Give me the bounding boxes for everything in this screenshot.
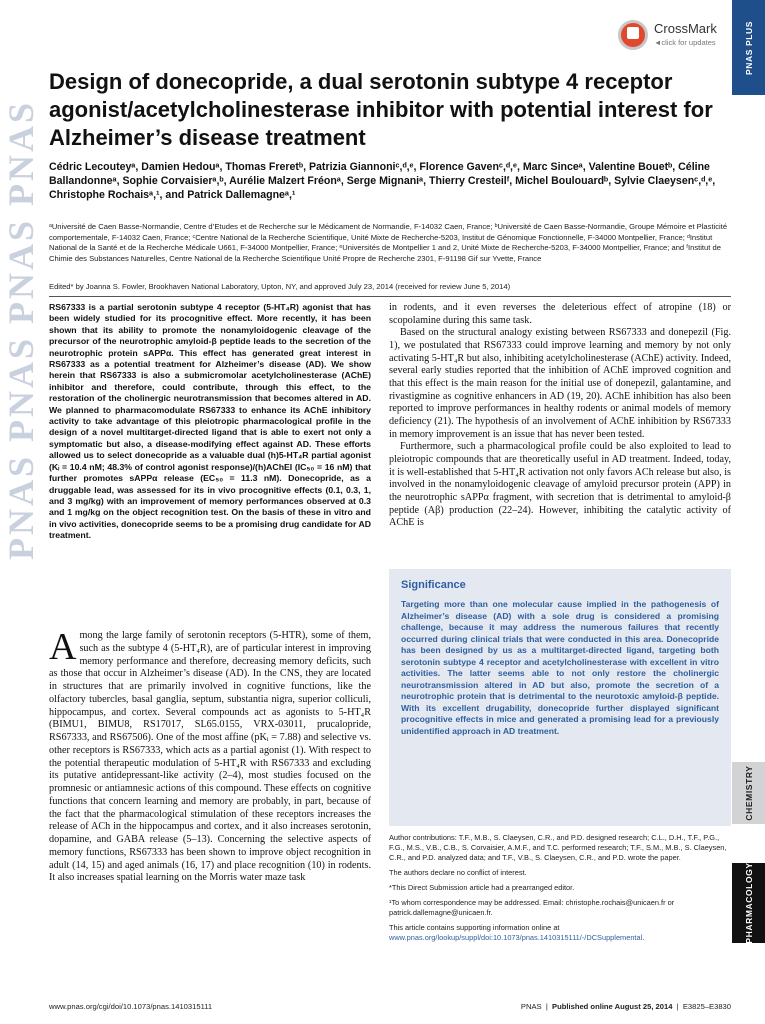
conflict-statement: The authors declare no conflict of interest. <box>389 868 527 877</box>
side-tab-chemistry: CHEMISTRY <box>732 762 765 824</box>
supporting-info-note: This article contains supporting information online at www.pnas.org/lookup/suppl/doi:10.1073/pnas.1410315111/-/DCSupplemental. <box>389 923 645 942</box>
article-title: Design of donecopride, a dual serotonin subtype 4 receptor agonist/acetylcholinesterase inhibitor with potential interest for Alzheimer’s disease treatment <box>49 69 713 150</box>
drop-cap: A <box>49 626 77 668</box>
body-text-left <box>49 626 371 885</box>
affiliations: ᵃUniversité de Caen Basse-Normandie, Centre d’Etudes et de Recherche sur le Médicament de Normandie, F-14032 Caen, France; ᵇUniversité de Caen Basse-Normandie, Groupe Mémoire et Plasticité comportementale, F-14032 Caen, France; ᶜCentre National de la Recherche Scientifique, Unité Mixte de Recherche-5203, Institut de Génomique Fonctionnelle, F-34000 Montpellier, France; ᵈInstitut National de la Santé et de la Recherche Médicale U661, F-34000 Montpellier, France; ᵉUniversités de Montpellier 1 and 2, Unité Mixte de Recherche-5203, F-34000 Montpellier, France; and ᶠInstitut de Chimie des Substances Naturelles, Centre National de la Recherche Scientifique Unité Propre de Recherche 2301, F-91198 Gif sur Yvette, France <box>49 222 728 263</box>
correspondence-note: ¹To whom correspondence may be addressed. Email: christophe.rochais@unicaen.fr or patrick.dallemagne@unicaen.fr. <box>389 898 675 917</box>
intro-paragraph: mong the large family of serotonin receptors (5-HTR), some of them, such as the subtype 4 (5-HT₄R), are of particular interest in improving memory performance and therefore, decreasing memory deficits, such as those that occur in Alzheimer’s disease (AD). In the CNS, they are located in structures that are primarily involved in cognitive functions, like the olfactory tubercles, basal ganglia, septum, substantia nigra, superior colliculi, hippocampus, and cortex. Several compounds act as agonists to 5-HT₄R (BIMU1, BIMU8, RS17017, SL65.0155, VRX-03011, prucalopride, RS67333, and RS67506). One of the most affine (pKᵢ = 7.88) and selective vs. other receptors is RS67333, which acts as a partial agonist (1). With respect to the potential therapeutic modulation of 5-HT₄R with RS67333 and excluding its putative antidepressant-like activity (2–4), most studies focused on the promnesic or antiamnesic actions of this compound. These effects on cognitive functions that concern learning and memory are probably, in part, because of the fact that the pharmacological stimulation of these receptors increases the release of ACh in the hippocampus and cortex, and it also increases serotonin, dopamine, and GABA release (5–13). Concerning the selective aspects of memory functions, RS67333 has been shown to improve object recognition in adult (14, 15) and aged animals (16, 17) and place recognition (10) in rodents. It also increases spatial learning on the Morris water maze task <box>49 630 371 884</box>
author-list: Cédric Lecouteyᵃ, Damien Hedouᵃ, Thomas Freretᵇ, Patrizia Giannoniᶜ,ᵈ,ᵉ, Florence Gavenᶜ,ᵈ,ᵉ, Marc Sinceᵃ, Valentine Bouetᵇ, Céline Ballandonneᵃ, Sophie Corvaisierᵃ,ᵇ, Aurélie Malzert Fréonᵃ, Serge Mignaniᵃ, Thierry Cresteilᶠ, Michel Boulouardᵇ, Sylvie Claeysenᶜ,ᵈ,ᵉ, Christophe Rochaisᵃ,¹, and Patrick Dallemagneᵃ,¹ <box>49 161 716 201</box>
crossmark-subtitle: ◄click for updates <box>654 38 716 47</box>
significance-box <box>389 569 731 826</box>
article-notes <box>389 833 731 948</box>
significance-text: Targeting more than one molecular cause implied in the pathogenesis of Alzheimer’s disease (AD) with a sole drug is considered a promising challenge, because it may address the numerous failures that recently occurred during clinical trials that were conducted in this area. Donecopride has been designed by us as a multitarget-directed ligand, targeting both serotonin subtype 4 receptor and acetylcholinesterase with excellent in vitro activities. The latter seems able to not only restore the cholinergic neurotransmission altered in AD but also, promote the secretion of a neurotrophic protein that is detrimental to the neurotoxic amyloid-β peptide. With its excellent drugability, donecopride further displayed significant procognitive effects in mice and generated a promising lead for a previously unidentified approach in AD treatment. <box>401 599 719 736</box>
body-text-right <box>389 302 731 530</box>
side-tab-pharmacology: PHARMACOLOGY <box>732 863 765 943</box>
paragraph: in rodents, and it even reverses the deleterious effect of atropine (18) or scopolamine during this same task. <box>389 302 731 326</box>
footer-citation: PNAS | Published online August 25, 2014 | E3825–E3830 <box>520 1002 731 1011</box>
direct-submission-note: *This Direct Submission article had a prearranged editor. <box>389 883 575 892</box>
pnas-watermark: PNAS PNAS PNAS PNAS <box>1 100 41 561</box>
side-tab-pnas-plus: PNAS PLUS <box>732 0 765 95</box>
supporting-info-link[interactable]: www.pnas.org/lookup/suppl/doi:10.1073/pnas.1410315111/-/DCSupplemental <box>389 933 643 942</box>
crossmark-icon <box>618 20 648 50</box>
paragraph: Furthermore, such a pharmacological profile could be also exploited to lead to pleiotropic compounds that are theoretically useful in AD treatment. Indeed, today, it is well-established that 5-HT₄R activation not only favors ACh release but also, is involved in the nonamyloidogenic cleavage of amyloid precursor protein (APP) in the neurotrophic sAPPα fragment, with secretion that is detrimental to amyloid-β peptide (Aβ) production (22–24). However, inhibiting the catalytic activity of AChE is <box>389 441 731 529</box>
significance-heading: Significance <box>401 579 466 591</box>
author-contributions: Author contributions: T.F., M.B., S. Claeysen, C.R., and P.D. designed research; C.L., D.H., T.F., P.G., F.G., M.S., V.B., C.B., S. Corvaisier, A.M.F., and T.C. performed research; T.F., S.M., M.B., S. Claeysen, C.R., and P.D. analyzed data; and T.F., V.B., S. Claeysen, C.R., and P.D. wrote the paper. <box>389 833 727 862</box>
crossmark-title: CrossMark <box>654 21 717 36</box>
crossmark-badge[interactable] <box>618 18 728 52</box>
abstract: RS67333 is a partial serotonin subtype 4 receptor (5-HT₄R) agonist that has been widely studied for its procognitive effect. More recently, it has been shown that its ability to promote the nonamyloidogenic cleavage of the precursor of the neurotrophic amyloid-β peptide leads to the secretion of the neurotrophic protein sAPPα. This effect has generated great interest in RS67333 as a potential treatment for Alzheimer’s disease (AD). We show herein that RS67333 is also a submicromolar acetylcholinesterase (AChE) inhibitor and therefore, could contribute, through this effect, to the restoration of the cholinergic neurotransmission that becomes altered in AD. We planned to pharmacomodulate RS67333 to enhance its AChE inhibitory activity to take advantage of this pleiotropic pharmacological profile in the design of a novel multitarget-directed ligand that is able to exert not only a symptomatic but also, a disease-modifying effect against AD. These efforts allowed us to select donecopride as a valuable dual (h)5-HT₄R partial agonist (Kᵢ = 10.4 nM; 48.3% of control agonist response)/(h)AChEI (IC₅₀ = 16 nM) that further promotes sAPPα release (EC₅₀ = 11.3 nM). Donecopride, as a druggable lead, was assessed for its in vivo procognitive effects (0.1, 0.3, 1, and 3 mg/kg) with an improvement of memory performances observed at 0.3 and 1 mg/kg on the object recognition test. On the basis of these in vitro and in vivo activities, donecopride seems to be a promising drug candidate for AD treatment. <box>49 302 371 541</box>
edited-by: Edited* by Joanna S. Fowler, Brookhaven National Laboratory, Upton, NY, and approved July 23, 2014 (received for review June 5, 2014) <box>49 282 511 291</box>
header-divider <box>49 296 731 297</box>
paragraph: Based on the structural analogy existing between RS67333 and donepezil (Fig. 1), we postulated that RS67333 could improve learning and memory by not only activating 5-HT₄R but also, inhibiting acetylcholinesterase (AChE) activity. Indeed, several early studies reported that the inhibition of AChE improved cognition and that this effect is the main reason for the initial use of donepezil, galantamine, and rivastigmine as cognitive enhancers in AD (19, 20). AChE inhibition has also been reported to improve performances in healthy rodents or animal models of memory deficiency (21). The hypothesis of an involvement of AChE inhibition by RS67333 in memory improvement is an issue that has never been tested. <box>389 327 731 440</box>
doi-link[interactable]: www.pnas.org/cgi/doi/10.1073/pnas.1410315111 <box>49 1002 213 1011</box>
